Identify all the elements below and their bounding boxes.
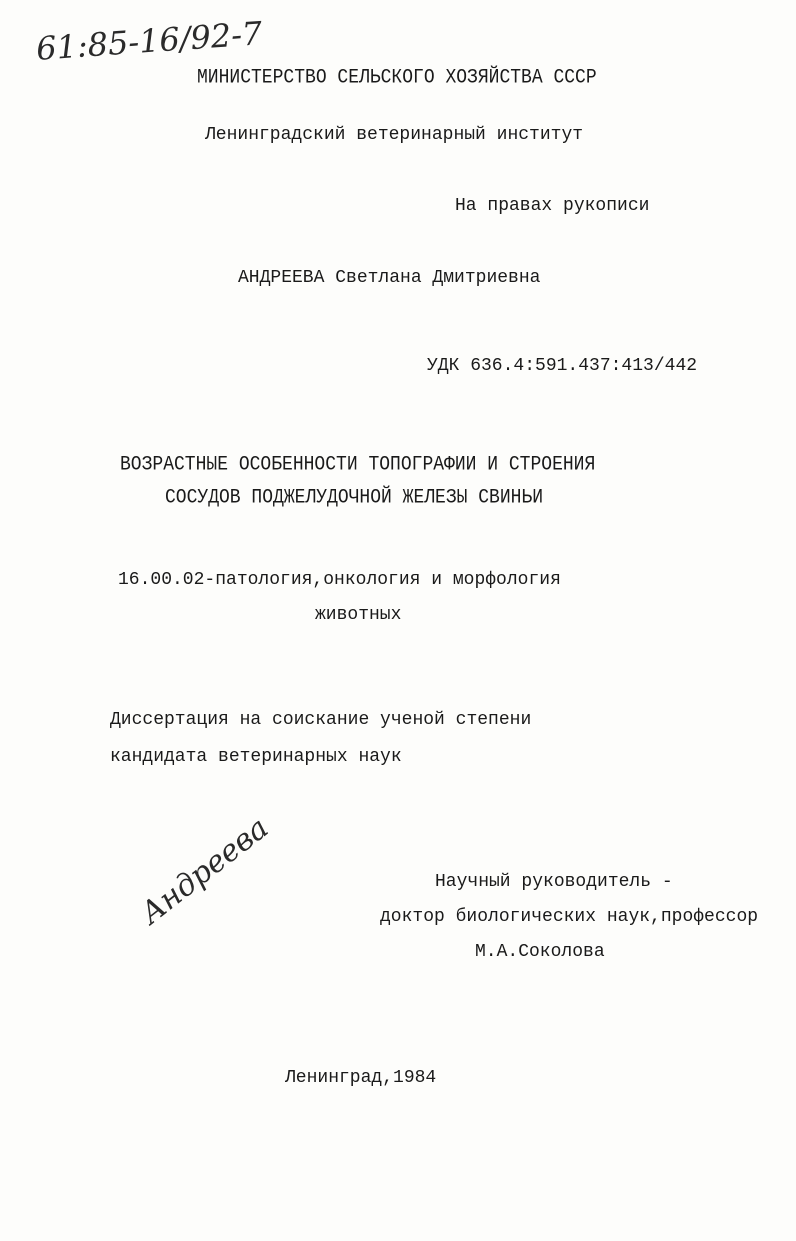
udc-code: УДК 636.4:591.437:413/442 [427,356,698,376]
degree-line-2: кандидата ветеринарных наук [110,747,402,767]
author-signature: Андреева [134,810,276,932]
ministry-heading: МИНИСТЕРСТВО СЕЛЬСКОГО ХОЗЯЙСТВА СССР [197,66,597,90]
author-name: АНДРЕЕВА Светлана Дмитриевна [238,268,541,288]
specialty-line-2: животных [315,605,402,625]
degree-line-1: Диссертация на соискание ученой степени [110,710,532,730]
supervisor-line-2: доктор биологических наук,профессор [380,907,759,927]
thesis-title-line-1: ВОЗРАСТНЫЕ ОСОБЕННОСТИ ТОПОГРАФИИ И СТРОЕНИЯ [120,453,596,477]
institute-name: Ленинградский ветеринарный институт [205,125,584,145]
supervisor-line-1: Научный руководитель - [435,872,673,892]
supervisor-line-3: М.А.Соколова [475,942,605,962]
manuscript-note: На правах рукописи [455,196,650,216]
specialty-line-1: 16.00.02-патология,онкология и морфология [118,570,561,590]
thesis-title-line-2: СОСУДОВ ПОДЖЕЛУДОЧНОЙ ЖЕЛЕЗЫ СВИНЬИ [165,486,544,510]
place-year: Ленинград,1984 [285,1068,437,1088]
archive-code-handwritten: 61:85-16/92-7 [34,14,264,68]
